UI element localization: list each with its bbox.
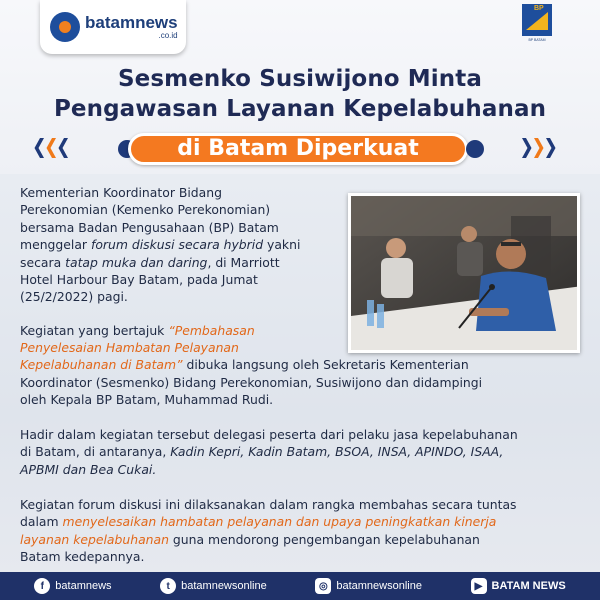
youtube-icon: ▶ <box>471 578 487 594</box>
chevron-left-icon <box>34 138 70 158</box>
article-photo <box>348 193 580 353</box>
pill-cap-right <box>466 140 484 158</box>
bp-batam-caption: BP BATAM <box>528 38 546 42</box>
batamnews-logo[interactable] <box>40 0 186 54</box>
headline <box>0 64 600 124</box>
meeting-photo-illustration <box>351 196 580 353</box>
instagram-icon: ◎ <box>315 578 331 594</box>
paragraph-2: Kegiatan yang bertajuk “Pembahasan <box>20 323 255 338</box>
headline-line-2: Pengawasan Layanan Kepelabuhanan <box>53 96 547 122</box>
footer-twitter[interactable]: t batamnewsonline <box>160 578 267 594</box>
chevron-right-icon <box>522 138 558 158</box>
logo-name: batamnews <box>85 13 178 32</box>
logo-domain: .co.id <box>158 31 178 40</box>
paragraph-2-continued: Penyelesaian Hambatan Pelayanan Kepelabuhanan di Batam” dibuka langsung oleh Sekretaris Kementerian Koordinator (Sesmenko) Bidang Perekonomian, Susiwijono dan didampingi oleh Kepala BP Batam, Muhammad Rudi. <box>20 340 483 408</box>
paragraph-3: Hadir dalam kegiatan tersebut delegasi peserta dari pelaku jasa kepelabuhanan di Batam, di antaranya, Kadin Kepri, Kadin Batam, BSOA, INSA, APINDO, ISAA, APBMI dan Bea Cukai. <box>20 427 518 477</box>
bp-batam-emblem-icon: BP <box>522 4 552 36</box>
social-footer <box>0 572 600 600</box>
twitter-icon: t <box>160 578 176 594</box>
paragraph-1: Kementerian Koordinator Bidang Perekonomian (Kemenko Perekonomian) bersama Badan Pengusahaan (BP) Batam menggelar forum diskusi secara hybrid yakni secara tatap muka dan daring, di Marriott Hotel Harbour Bay Batam, pada Jumat (25/2/2022) pagi. <box>20 185 301 305</box>
batamnews-logo-icon <box>50 12 80 42</box>
headline-line-1: Sesmenko Susiwijono Minta <box>118 66 482 92</box>
footer-youtube[interactable]: ▶ BATAM NEWS <box>471 578 566 594</box>
facebook-icon: f <box>34 578 50 594</box>
headline-highlight: di Batam Diperkuat <box>128 133 468 165</box>
bp-batam-logo <box>512 4 562 50</box>
footer-facebook[interactable]: f batamnews <box>34 578 111 594</box>
footer-instagram[interactable]: ◎ batamnewsonline <box>315 578 422 594</box>
paragraph-4: Kegiatan forum diskusi ini dilaksanakan dalam rangka membahas secara tuntas dalam menyelesaikan hambatan pelayanan dan upaya peningkatkan kinerja layanan kepelabuhanan guna mendorong pengembangan kepelabuhanan Batam kedepannya. <box>20 497 517 565</box>
